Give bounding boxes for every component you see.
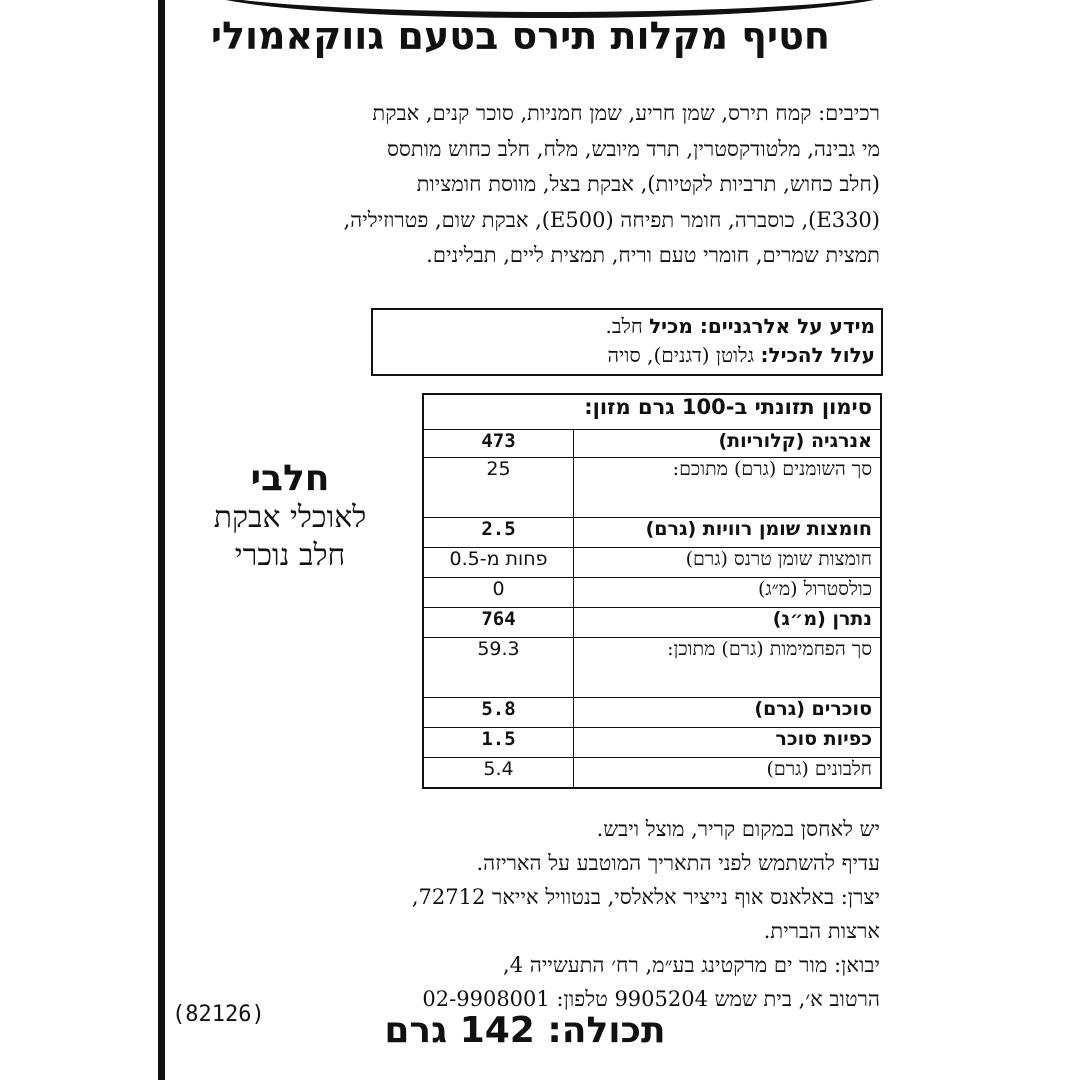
dairy-block: [190, 458, 390, 575]
ingredients-line: (E330), כוסברה, חומר תפיחה (E500), אבקת שום, פטרוזיליה,: [343, 207, 880, 232]
dairy-label: חלבי: [250, 458, 330, 499]
nutrient-value: 59.3: [423, 638, 574, 698]
product-code: (82126): [172, 1002, 265, 1027]
net-weight: תכולה: 142 גרם: [384, 1010, 666, 1051]
nutrient-value: 0: [423, 578, 574, 608]
nutrient-value: 5.4: [423, 758, 574, 788]
storage-line: יש לאחסן במקום קריר, מוצל ויבש.: [596, 817, 880, 841]
nutrition-table: [422, 393, 882, 789]
ingredients-line: תמצית שמרים, חומרי טעם וריח, תמצית ליים, תבלינים.: [426, 243, 880, 267]
table-row: [423, 758, 881, 788]
allergy-contains: [379, 312, 875, 341]
nutrient-name: כולסטרול (מ״ג): [574, 578, 882, 608]
nutrient-name: סך השומנים (גרם) מתוכם:: [574, 458, 882, 518]
table-row: [423, 578, 881, 608]
nutrient-value: 2.5: [423, 518, 574, 548]
storage-line: ארצות הברית.: [763, 919, 880, 943]
nutrient-name: כפיות סוכר: [574, 728, 882, 758]
storage-line: הרטוב א׳, בית שמש 9905204 טלפון: 02-9908001: [422, 987, 880, 1011]
table-row: [423, 548, 881, 578]
nutrient-value: 5.8: [423, 698, 574, 728]
ingredients-block: [215, 96, 880, 274]
allergy-may-contain-label: עלול להכיל:: [760, 343, 875, 367]
nutrient-name: נתרן (מ״ג): [574, 608, 882, 638]
table-row: [423, 638, 881, 698]
dairy-note-line: חלב נוכרי: [234, 538, 346, 573]
allergy-box: [371, 308, 883, 376]
dairy-note-line: לאוכלי אבקת: [213, 500, 367, 535]
table-row: [423, 608, 881, 638]
ingredients-line: (חלב כחוש, תרביות לקטיות), אבקת בצל, מווסת חומציות: [416, 172, 880, 196]
table-row: [423, 698, 881, 728]
storage-line: עדיף להשתמש לפני התאריך המוטבע על האריזה.: [476, 851, 880, 875]
nutrient-value: 764: [423, 608, 574, 638]
allergy-contains-value: חלב.: [605, 314, 643, 338]
nutrient-name: חלבונים (גרם): [574, 758, 882, 788]
storage-line: יצרן: באלאנס אוף נייציר אלאלסי, בנטוויל אייאר 72712,: [411, 885, 880, 909]
nutrient-name: סוכרים (גרם): [574, 698, 882, 728]
storage-manufacturer-block: [240, 812, 880, 1016]
allergy-contains-label: מידע על אלרגניים: מכיל: [649, 314, 875, 338]
allergy-may-contain-value: גלוטן (דגנים), סויה: [607, 343, 755, 367]
left-border: [158, 0, 165, 1080]
nutrition-header-row: [423, 394, 881, 430]
table-row: [423, 430, 881, 458]
nutrient-value: 1.5: [423, 728, 574, 758]
allergy-may-contain: [379, 341, 875, 370]
table-row: [423, 728, 881, 758]
ingredients-line: מי גבינה, מלטודקסטרין, תרד מיובש, מלח, חלב כחוש מותסס: [386, 136, 880, 161]
nutrition-header: סימון תזונתי ב-100 גרם מזון:: [423, 394, 881, 430]
nutrient-value: 25: [423, 458, 574, 518]
table-row: [423, 518, 881, 548]
nutrient-value: 473: [423, 430, 574, 458]
storage-line: יבואן: מור ים מרקטינג בע״מ, רח׳ התעשייה 4,: [503, 953, 880, 977]
ingredients-line: רכיבים: קמח תירס, שמן חריע, שמן חמניות, סוכר קנים, אבקת: [372, 101, 880, 125]
nutrient-name: סך הפחמימות (גרם) מתוכן:: [574, 638, 882, 698]
product-title: חטיף מקלות תירס בטעם גווקאמולי: [210, 14, 830, 58]
nutrient-name: אנרגיה (קלוריות): [574, 430, 882, 458]
nutrient-name: חומצות שומן רוויות (גרם): [574, 518, 882, 548]
nutrient-value: פחות מ-0.5: [423, 548, 574, 578]
table-row: [423, 458, 881, 518]
nutrient-name: חומצות שומן טרנס (גרם): [574, 548, 882, 578]
